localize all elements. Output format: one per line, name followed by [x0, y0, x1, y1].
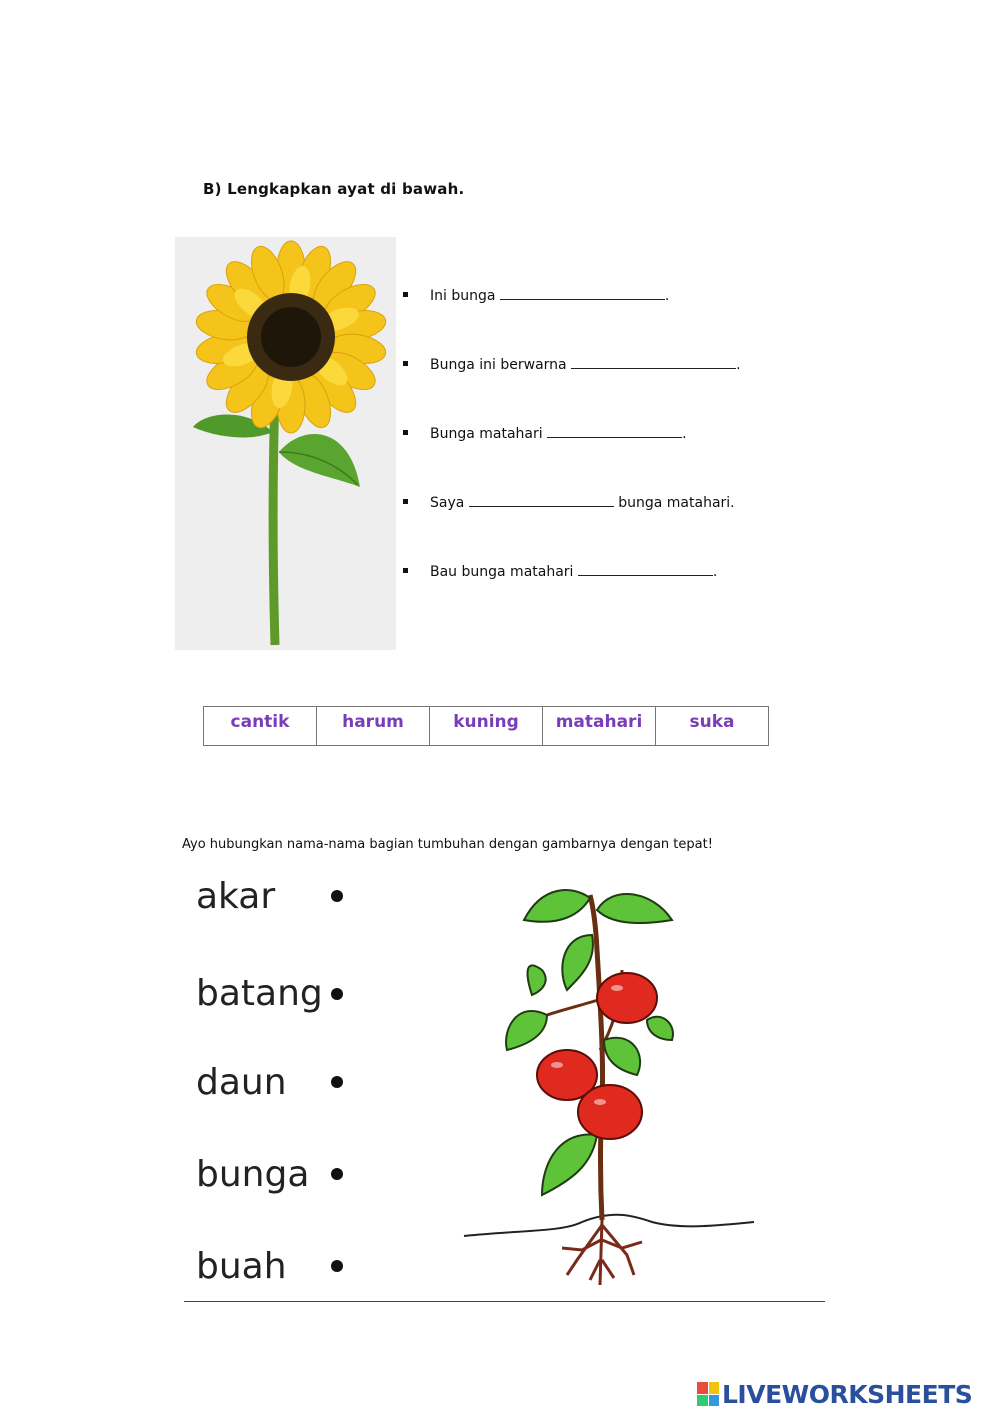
- word-bank-item[interactable]: suka: [689, 712, 735, 732]
- answer-blank[interactable]: [547, 423, 682, 438]
- match-dot-bunga[interactable]: [331, 1168, 343, 1180]
- sentence-2: [403, 354, 741, 373]
- match-dot-akar[interactable]: [331, 890, 343, 902]
- answer-blank[interactable]: [469, 492, 614, 507]
- sentence-end: .: [664, 288, 670, 304]
- sentence-text: Ini bunga: [430, 288, 500, 304]
- divider-line: [184, 1301, 825, 1302]
- bullet-icon: [403, 292, 408, 297]
- sentence-end: .: [736, 357, 741, 373]
- sentence-end: .: [712, 564, 718, 580]
- word-bank-item[interactable]: kuning: [430, 707, 543, 745]
- sentence-text: Bunga matahari: [430, 426, 548, 442]
- sentence-end: .: [682, 426, 687, 442]
- part-label-daun: daun: [196, 1062, 287, 1103]
- bullet-icon: [403, 430, 408, 435]
- tomato-plant-image: [462, 880, 757, 1295]
- part-label-bunga: bunga: [196, 1154, 310, 1195]
- word-bank-item[interactable]: harum: [317, 707, 430, 745]
- sentence-4: [403, 492, 735, 511]
- match-dot-batang[interactable]: [331, 988, 343, 1000]
- sentence-end: bunga matahari.: [613, 495, 735, 511]
- part-label-buah: buah: [196, 1246, 287, 1287]
- sunflower-image: [175, 237, 396, 650]
- answer-blank[interactable]: [578, 561, 713, 576]
- sentence-text: Bunga ini berwarna: [430, 357, 572, 373]
- sentence-1: [403, 285, 669, 304]
- part-label-akar: akar: [196, 876, 276, 917]
- logo-icon: [697, 1382, 719, 1406]
- answer-blank[interactable]: [500, 285, 665, 300]
- match-dot-daun[interactable]: [331, 1076, 343, 1088]
- bullet-icon: [403, 499, 408, 504]
- part-label-batang: batang: [196, 973, 323, 1014]
- bullet-icon: [403, 361, 408, 366]
- word-bank-item[interactable]: matahari: [543, 707, 656, 745]
- match-dot-buah[interactable]: [331, 1260, 343, 1272]
- sentence-text: Bau bunga matahari: [430, 564, 578, 580]
- section-b-title: B) Lengkapkan ayat di bawah.: [203, 180, 465, 198]
- bullet-icon: [403, 568, 408, 573]
- sentence-3: [403, 423, 687, 442]
- sentence-5: [403, 561, 717, 580]
- word-bank-item[interactable]: cantik: [204, 707, 317, 745]
- logo-text: LIVEWORKSHEETS: [722, 1379, 973, 1409]
- liveworksheets-logo: [697, 1378, 972, 1410]
- word-bank: [203, 706, 769, 746]
- matching-instruction: Ayo hubungkan nama-nama bagian tumbuhan dengan gambarnya dengan tepat!: [182, 837, 713, 852]
- sentence-text: Saya: [430, 495, 469, 511]
- answer-blank[interactable]: [571, 354, 736, 369]
